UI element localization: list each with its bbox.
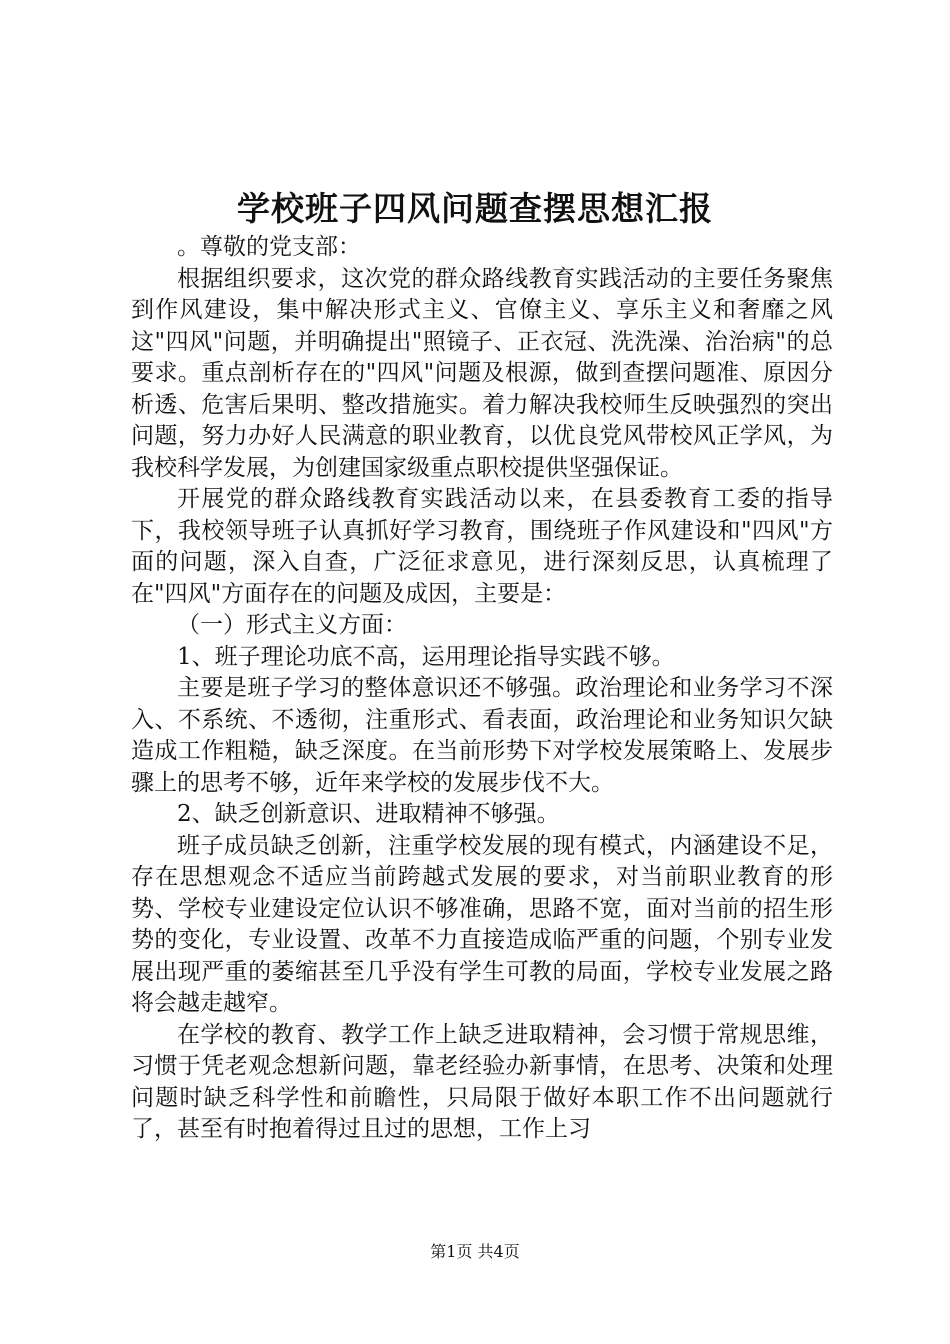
document-title: 学校班子四风问题查摆思想汇报 (237, 189, 713, 228)
salutation: 。尊敬的党支部： (177, 234, 361, 260)
body-paragraph: 在学校的教育、教学工作上缺乏进取精神，会习惯于常规思维，习惯于凭老观念想新问题，靠老经验办新事情，在思考、决策和处理问题时缺乏科学性和前瞻性，只局限于做好本职工作不出问题就行了，甚至有时抱着得过且过的思想，工作上习 (131, 1021, 833, 1142)
item-heading: 1、班子理论功底不高，运用理论指导实践不够。 (177, 643, 675, 670)
document-body (131, 232, 833, 1146)
section-heading: （一）形式主义方面： (177, 612, 407, 638)
body-paragraph: 主要是班子学习的整体意识还不够强。政治理论和业务学习不深入、不系统、不透彻，注重形式、看表面，政治理论和业务知识欠缺造成工作粗糙，缺乏深度。在当前形势下对学校发展策略上、发展步骤上的思考不够，近年来学校的发展步伐不大。 (131, 675, 833, 796)
body-paragraph: 开展党的群众路线教育实践活动以来，在县委教育工委的指导下，我校领导班子认真抓好学习教育，围绕班子作风建设和"四风"方面的问题，深入自查，广泛征求意见，进行深刻反思，认真梳理了在"四风"方面存在的问题及成因，主要是： (131, 486, 833, 607)
item-heading: 2、缺乏创新意识、进取精神不够强。 (177, 801, 560, 827)
body-paragraph: 班子成员缺乏创新，注重学校发展的现有模式，内涵建设不足，存在思想观念不适应当前跨越式发展的要求，对当前职业教育的形势、学校专业建设定位认识不够准确，思路不宽，面对当前的招生形势的变化，专业设置、改革不力直接造成临严重的问题，个别专业发展出现严重的萎缩甚至几乎没有学生可教的局面，学校专业发展之路将会越走越窄。 (131, 832, 833, 1016)
body-paragraph: 根据组织要求，这次党的群众路线教育实践活动的主要任务聚焦到作风建设，集中解决形式主义、官僚主义、享乐主义和奢靡之风这"四风"问题，并明确提出"照镜子、正衣冠、洗洗澡、治治病"的总要求。重点剖析存在的"四风"问题及根源，做到查摆问题准、原因分析透、危害后果明、整改措施实。着力解决我校师生反映强烈的突出问题，努力办好人民满意的职业教育，以优良党风带校风正学风，为我校科学发展，为创建国家级重点职校提供坚强保证。 (131, 265, 833, 481)
page-footer: 第1页 共4页 (430, 1242, 520, 1261)
